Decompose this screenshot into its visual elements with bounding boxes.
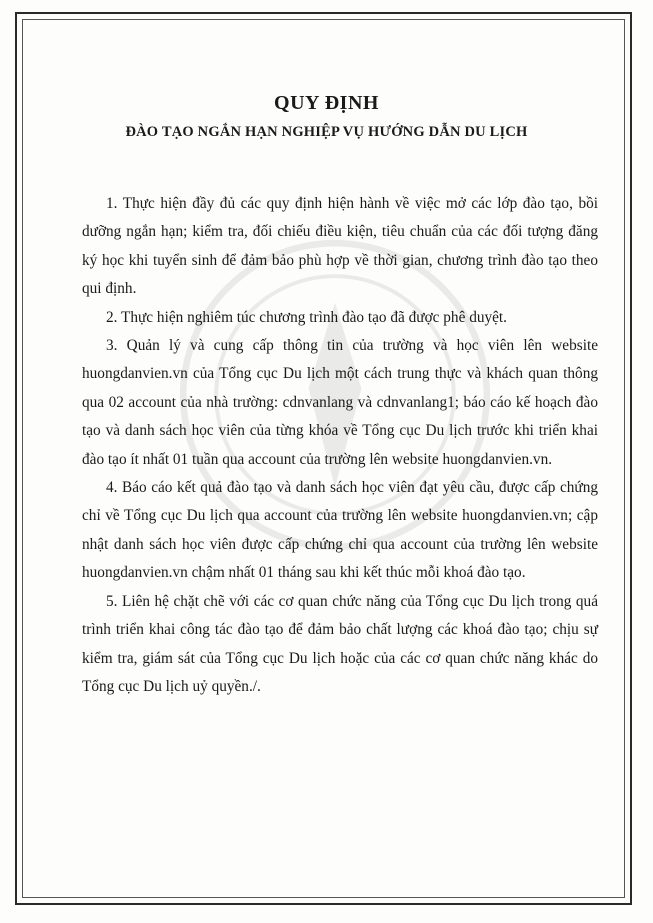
paragraph-5: 5. Liên hệ chặt chẽ với các cơ quan chức năng của Tổng cục Du lịch trong quá trình triển khai công tác đào tạo để đảm bảo chất lượng các khoá đào tạo; chịu sự kiểm tra, giám sát của Tổng cục Du lịch hoặc của các cơ quan chức năng khác do Tổng cục Du lịch uỷ quyền./. [82, 592, 598, 695]
document-body [82, 190, 598, 701]
paragraph-1: 1. Thực hiện đầy đủ các quy định hiện hành về việc mở các lớp đào tạo, bồi dưỡng ngắn hạn; kiểm tra, đối chiếu điều kiện, tiêu chuẩn của các đối tượng đăng ký học khi tuyển sinh để đảm bảo phù hợp về thời gian, chương trình đào tạo theo qui định. [82, 195, 598, 298]
paragraph-2: 2. Thực hiện nghiêm túc chương trình đào tạo đã được phê duyệt. [106, 308, 507, 326]
paragraph-4: 4. Báo cáo kết quả đào tạo và danh sách học viên đạt yêu cầu, được cấp chứng chỉ về Tổng cục Du lịch qua account của trường lên website huongdanvien.vn; cập nhật danh sách học viên được cấp chứng chỉ qua account của trường lên website huongdanvien.vn chậm nhất 01 tháng sau khi kết thúc mỗi khoá đào tạo. [82, 479, 598, 582]
document-subtitle: ĐÀO TẠO NGẮN HẠN NGHIỆP VỤ HƯỚNG DẪN DU LỊCH [125, 124, 528, 140]
paragraph-3: 3. Quản lý và cung cấp thông tin của trường và học viên lên website huongdanvien.vn của Tổng cục Du lịch một cách trung thực và khách quan thông qua 02 account của nhà trường: cdnvanlang và cdnvanlang1; báo cáo kế hoạch đào tạo và danh sách học viên của từng khóa về Tổng cục Du lịch trước khi triển khai đào tạo ít nhất 01 tuần qua account của trường lên website huongdanvien.vn. [82, 337, 598, 468]
document-title: QUY ĐỊNH [274, 92, 379, 114]
